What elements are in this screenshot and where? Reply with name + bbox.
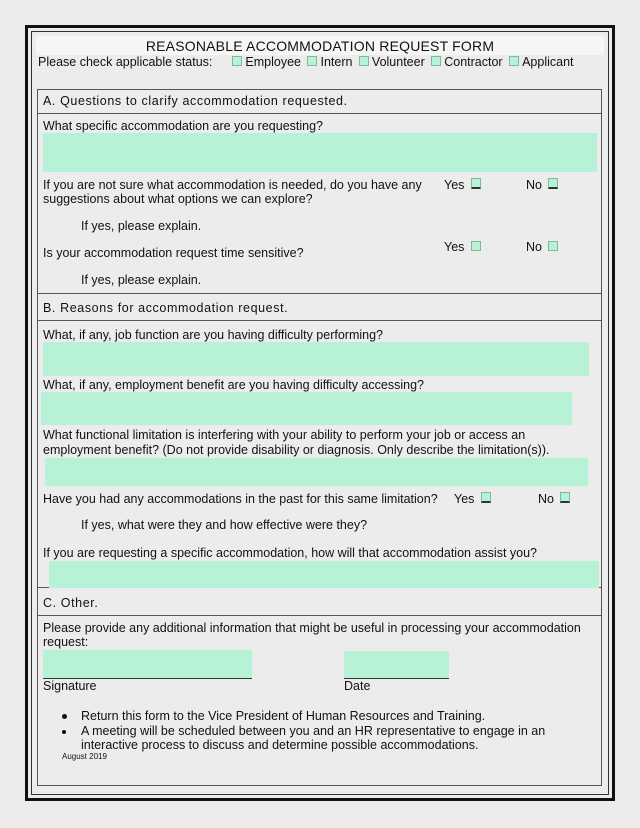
q3-no-label: No xyxy=(526,240,542,254)
q2-yes-option xyxy=(444,178,484,193)
section-a-q2-explain: If yes, please explain. xyxy=(81,219,202,233)
accommodation-requested-field[interactable] xyxy=(43,133,597,172)
section-c-q1-line2: request: xyxy=(43,635,89,649)
status-employee-label: Employee xyxy=(245,55,301,69)
q2-no-option xyxy=(526,178,561,193)
section-b-q2: What, if any, employment benefit are you having difficulty accessing? xyxy=(43,378,424,392)
q2-no-checkbox[interactable] xyxy=(548,178,558,189)
section-b-q5: If you are requesting a specific accommodation, how will that accommodation assist you? xyxy=(43,546,537,560)
section-a-q3-explain: If yes, please explain. xyxy=(81,273,202,287)
section-a-q2-line2: suggestions about what options we can explore? xyxy=(43,192,313,206)
section-b-q3-line1: What functional limitation is interfering with your ability to perform your job or access an xyxy=(43,428,526,442)
q2-yes-checkbox[interactable] xyxy=(471,178,481,189)
q4-no-label: No xyxy=(538,492,554,506)
status-contractor-label: Contractor xyxy=(444,55,503,69)
date-label: Date xyxy=(344,679,371,693)
section-c-divider xyxy=(37,615,602,616)
status-applicant-label: Applicant xyxy=(522,55,574,69)
functional-limitation-field[interactable] xyxy=(45,458,588,486)
bullet-marker-1 xyxy=(62,714,67,719)
status-line xyxy=(38,55,574,70)
section-b-header: B. Reasons for accommodation request. xyxy=(43,301,289,315)
section-b-q4: Have you had any accommodations in the past for this same limitation? xyxy=(43,492,438,506)
instruction-bullet-2-line1: A meeting will be scheduled between you and an HR representative to engage in an xyxy=(81,724,546,738)
employee-checkbox[interactable] xyxy=(232,56,242,66)
signature-field[interactable] xyxy=(43,650,252,679)
section-c-q1-line1: Please provide any additional information that might be useful in processing your accommodation xyxy=(43,621,581,635)
section-a-q3: Is your accommodation request time sensitive? xyxy=(43,246,304,260)
section-c-header: C. Other. xyxy=(43,596,99,610)
q2-yes-label: Yes xyxy=(444,178,465,192)
section-b-q3-line2: employment benefit? (Do not provide disability or diagnosis. Only describe the limitation(s)). xyxy=(43,443,550,457)
status-intern-label: Intern xyxy=(320,55,353,69)
applicant-checkbox[interactable] xyxy=(509,56,519,66)
employment-benefit-field[interactable] xyxy=(41,392,572,425)
section-c-box xyxy=(37,588,602,786)
job-function-field[interactable] xyxy=(43,342,589,376)
section-a-divider xyxy=(37,113,602,114)
accommodation-assist-field[interactable] xyxy=(49,561,599,588)
volunteer-checkbox[interactable] xyxy=(359,56,369,66)
section-a-q2-line1: If you are not sure what accommodation is needed, do you have any xyxy=(43,178,422,192)
q4-yes-label: Yes xyxy=(454,492,475,506)
footer-date: August 2019 xyxy=(62,752,107,761)
section-a-header: A. Questions to clarify accommodation requested. xyxy=(43,94,348,108)
contractor-checkbox[interactable] xyxy=(431,56,441,66)
q3-no-option xyxy=(526,240,561,255)
section-b-q1: What, if any, job function are you having difficulty performing? xyxy=(43,328,383,342)
q4-yes-checkbox[interactable] xyxy=(481,492,491,503)
intern-checkbox[interactable] xyxy=(307,56,317,66)
section-b-divider xyxy=(37,320,602,321)
bullet-marker-2 xyxy=(62,730,66,734)
date-field[interactable] xyxy=(344,651,449,679)
form-title: REASONABLE ACCOMMODATION REQUEST FORM xyxy=(145,38,495,54)
q4-no-option xyxy=(538,492,573,507)
q2-no-label: No xyxy=(526,178,542,192)
instruction-bullet-2-line2: interactive process to discuss and determine possible accommodations. xyxy=(81,738,479,752)
section-a-q1: What specific accommodation are you requesting? xyxy=(43,119,324,133)
q4-no-checkbox[interactable] xyxy=(560,492,570,503)
q3-yes-option xyxy=(444,240,484,255)
status-prompt: Please check applicable status: xyxy=(38,55,213,69)
q3-no-checkbox[interactable] xyxy=(548,241,558,251)
q4-yes-option xyxy=(454,492,494,507)
q3-yes-checkbox[interactable] xyxy=(471,241,481,251)
section-b-q4-followup: If yes, what were they and how effective were they? xyxy=(81,518,368,532)
q3-yes-label: Yes xyxy=(444,240,465,254)
signature-label: Signature xyxy=(43,679,97,693)
status-volunteer-label: Volunteer xyxy=(371,55,425,69)
instruction-bullet-1: Return this form to the Vice President of Human Resources and Training. xyxy=(81,709,486,723)
